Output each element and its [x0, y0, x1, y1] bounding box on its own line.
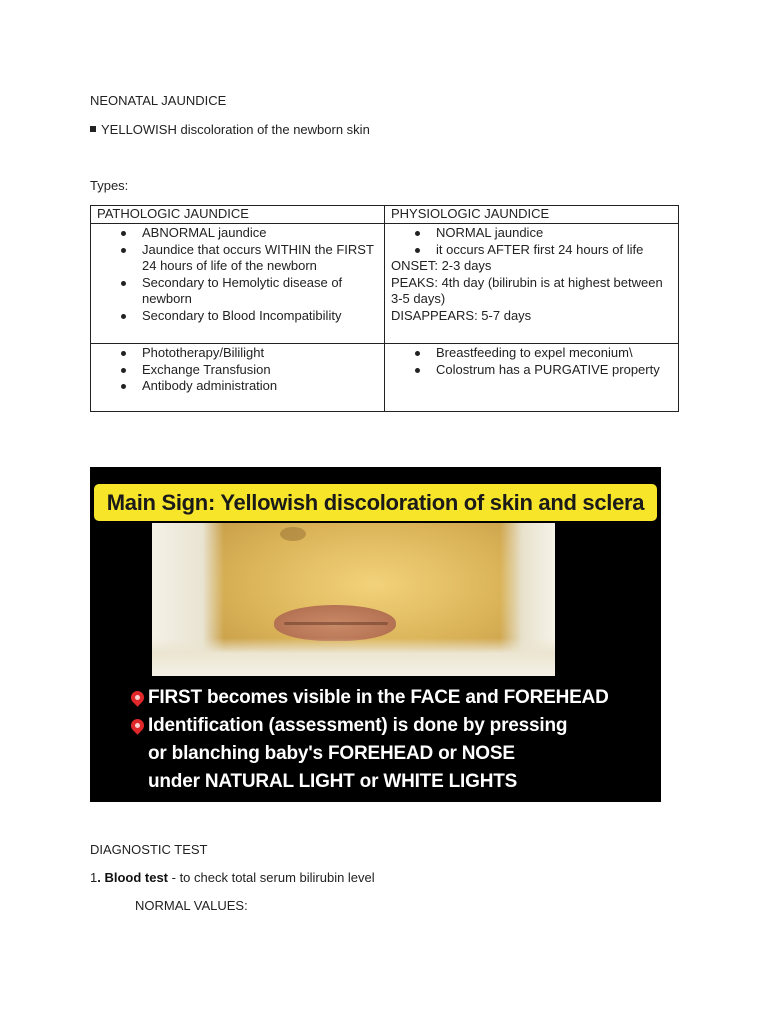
square-bullet-icon — [90, 126, 96, 132]
jaundice-types-table — [90, 205, 679, 412]
caption-line-1: FIRST becomes visible in the FACE and FOREHEAD — [148, 687, 609, 708]
item-number: 1 — [90, 870, 98, 885]
list-item: Breastfeeding to expel meconium\ — [436, 345, 672, 362]
newborn-face-photo — [152, 523, 555, 676]
disappears-line: DISAPPEARS: 5-7 days — [391, 307, 532, 323]
onset-line: ONSET: 2-3 days — [391, 258, 492, 273]
diagnostic-item-1 — [90, 870, 375, 886]
list-item: Exchange Transfusion — [142, 362, 378, 379]
physiologic-management-cell — [385, 344, 679, 412]
header-physiologic: PHYSIOLOGIC JAUNDICE — [385, 206, 679, 224]
page-title: NEONATAL JAUNDICE — [90, 93, 227, 108]
list-item: Secondary to Blood Incompatibility — [142, 308, 378, 325]
location-pin-icon — [128, 716, 146, 734]
header-pathologic: PATHOLOGIC JAUNDICE — [91, 206, 385, 224]
image-banner: Main Sign: Yellowish discoloration of skin and sclera — [94, 484, 657, 521]
location-pin-icon — [128, 688, 146, 706]
list-item: Colostrum has a PURGATIVE property — [436, 362, 672, 379]
caption-line-2: Identification (assessment) is done by pressing — [148, 715, 568, 736]
pathologic-management-cell — [91, 344, 385, 412]
list-item: Antibody administration — [142, 378, 378, 395]
definition-line — [90, 122, 370, 138]
jaundice-infographic-image — [90, 467, 661, 802]
item-description: - to check total serum bilirubin level — [168, 870, 375, 885]
list-item: ABNORMAL jaundice — [142, 225, 378, 242]
item-bold-label: . Blood test — [97, 870, 169, 885]
pathologic-causes-cell — [91, 224, 385, 344]
list-item: Phototherapy/Bililight — [142, 345, 378, 362]
types-label: Types: — [90, 178, 129, 193]
normal-values-label: NORMAL VALUES: — [135, 898, 248, 913]
list-item: Secondary to Hemolytic disease of newborn — [142, 275, 378, 308]
list-item: it occurs AFTER first 24 hours of life — [436, 242, 672, 259]
caption-line-3: or blanching baby's FOREHEAD or NOSE — [148, 743, 515, 764]
list-item: NORMAL jaundice — [436, 225, 672, 242]
diagnostic-heading: DIAGNOSTIC TEST — [90, 842, 208, 857]
list-item: Jaundice that occurs WITHIN the FIRST 24 hours of life of the newborn — [142, 242, 378, 275]
physiologic-causes-cell — [385, 224, 679, 344]
caption-line-4: under NATURAL LIGHT or WHITE LIGHTS — [148, 771, 518, 792]
definition-text: YELLOWISH discoloration of the newborn skin — [101, 122, 370, 137]
peaks-line: PEAKS: 4th day (bilirubin is at highest between 3-5 days) — [391, 274, 663, 306]
